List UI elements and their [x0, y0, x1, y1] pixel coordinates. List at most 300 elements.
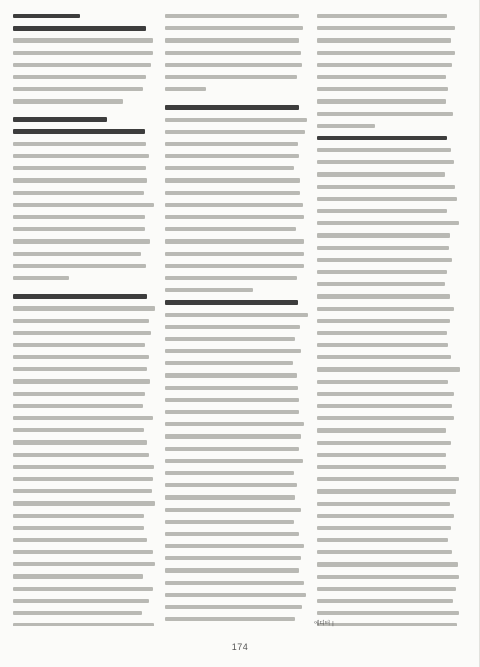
text-bar	[165, 434, 301, 438]
text-line-placeholder	[317, 522, 460, 534]
text-bar	[13, 75, 146, 79]
text-bar	[13, 379, 150, 383]
text-line-placeholder	[13, 388, 156, 400]
text-line-placeholder	[165, 491, 308, 503]
text-bar	[317, 51, 455, 55]
text-bar	[317, 221, 459, 225]
text-line-placeholder	[165, 504, 308, 516]
text-line-placeholder	[165, 455, 308, 467]
text-bar	[13, 440, 147, 444]
text-line-placeholder	[317, 473, 460, 485]
text-bar	[317, 209, 447, 213]
article-column-2	[165, 10, 308, 626]
text-bar	[13, 63, 151, 67]
text-bar	[13, 154, 149, 158]
text-bar	[13, 294, 147, 299]
text-bar	[165, 313, 308, 317]
text-bar	[13, 203, 154, 207]
text-line-placeholder	[13, 375, 156, 387]
page-number: 174	[231, 642, 249, 652]
text-bar	[13, 514, 144, 518]
text-line-placeholder	[165, 10, 308, 22]
text-line-placeholder	[317, 205, 460, 217]
text-bar	[165, 508, 301, 512]
text-bar	[317, 428, 446, 432]
text-bar	[165, 422, 304, 426]
question-line-placeholder	[165, 101, 308, 113]
text-bar	[13, 562, 155, 566]
text-line-placeholder	[165, 613, 308, 625]
text-line-placeholder	[317, 254, 460, 266]
text-line-placeholder	[13, 150, 156, 162]
text-line-placeholder	[165, 601, 308, 613]
text-bar	[165, 14, 299, 18]
text-line-placeholder	[13, 248, 156, 260]
text-bar	[165, 520, 294, 524]
text-line-placeholder	[165, 223, 308, 235]
text-line-placeholder	[317, 498, 460, 510]
text-bar	[317, 148, 451, 152]
text-bar	[317, 502, 450, 506]
text-line-placeholder	[317, 22, 460, 34]
text-bar	[13, 26, 146, 31]
text-bar	[13, 343, 145, 347]
text-line-placeholder	[165, 34, 308, 46]
text-line-placeholder	[165, 138, 308, 150]
text-line-placeholder	[165, 22, 308, 34]
text-line-placeholder	[13, 174, 156, 186]
text-bar	[13, 404, 143, 408]
text-line-placeholder	[165, 479, 308, 491]
text-bar	[317, 258, 452, 262]
text-line-placeholder	[317, 607, 460, 619]
text-line-placeholder	[165, 564, 308, 576]
text-bar	[317, 197, 457, 201]
text-line-placeholder	[13, 71, 156, 83]
text-bar	[165, 325, 300, 329]
editor-credit	[314, 619, 464, 627]
text-bar	[165, 191, 300, 195]
text-bar	[317, 587, 456, 591]
text-bar	[317, 562, 458, 566]
text-line-placeholder	[165, 467, 308, 479]
text-line-placeholder	[13, 34, 156, 46]
text-bar	[317, 392, 454, 396]
text-bar	[165, 556, 301, 560]
text-bar	[317, 282, 445, 286]
text-line-placeholder	[165, 345, 308, 357]
text-bar	[165, 63, 302, 67]
text-line-placeholder	[165, 83, 308, 95]
text-bar	[165, 337, 295, 341]
text-bar	[13, 416, 153, 420]
text-line-placeholder	[165, 150, 308, 162]
text-bar	[165, 532, 299, 536]
text-bar	[317, 550, 452, 554]
text-line-placeholder	[317, 339, 460, 351]
text-line-placeholder	[13, 211, 156, 223]
text-line-placeholder	[13, 497, 156, 509]
text-bar	[317, 75, 446, 79]
text-bar	[317, 453, 446, 457]
text-bar	[165, 349, 301, 353]
text-bar	[13, 331, 151, 335]
text-bar	[13, 599, 149, 603]
text-line-placeholder	[165, 126, 308, 138]
text-line-placeholder	[317, 437, 460, 449]
text-line-placeholder	[13, 83, 156, 95]
text-line-placeholder	[165, 528, 308, 540]
text-line-placeholder	[317, 10, 460, 22]
text-line-placeholder	[317, 583, 460, 595]
text-line-placeholder	[165, 174, 308, 186]
text-line-placeholder	[165, 114, 308, 126]
text-line-placeholder	[317, 278, 460, 290]
text-bar	[165, 87, 206, 91]
text-line-placeholder	[13, 302, 156, 314]
text-line-placeholder	[165, 357, 308, 369]
text-line-placeholder	[317, 363, 460, 375]
text-line-placeholder	[13, 223, 156, 235]
question-line-placeholder	[13, 126, 156, 138]
text-line-placeholder	[165, 309, 308, 321]
text-bar	[165, 386, 298, 390]
text-bar	[317, 355, 451, 359]
text-bar	[13, 526, 144, 530]
text-bar	[13, 227, 145, 231]
text-bar	[317, 404, 452, 408]
text-bar	[13, 38, 153, 42]
text-line-placeholder	[13, 424, 156, 436]
text-bar	[165, 288, 253, 292]
credit-role: 에디터 |	[314, 621, 334, 627]
text-bar	[165, 617, 295, 621]
text-bar	[13, 367, 147, 371]
text-line-placeholder	[13, 449, 156, 461]
text-bar	[165, 203, 303, 207]
text-bar	[165, 410, 299, 414]
text-line-placeholder	[165, 577, 308, 589]
text-bar	[165, 495, 295, 499]
text-line-placeholder	[317, 229, 460, 241]
text-line-placeholder	[317, 595, 460, 607]
text-bar	[317, 477, 459, 481]
text-line-placeholder	[317, 400, 460, 412]
text-line-placeholder	[317, 217, 460, 229]
text-line-placeholder	[165, 235, 308, 247]
text-line-placeholder	[13, 47, 156, 59]
text-bar	[317, 526, 451, 530]
text-bar	[165, 215, 304, 219]
text-line-placeholder	[13, 95, 156, 107]
question-line-placeholder	[13, 10, 156, 22]
text-bar	[317, 538, 448, 542]
text-bar	[13, 252, 141, 256]
text-line-placeholder	[165, 443, 308, 455]
text-bar	[317, 233, 450, 237]
text-line-placeholder	[13, 534, 156, 546]
text-line-placeholder	[165, 540, 308, 552]
text-bar	[165, 166, 294, 170]
text-bar	[13, 489, 152, 493]
text-line-placeholder	[317, 510, 460, 522]
text-line-placeholder	[165, 59, 308, 71]
text-bar	[317, 611, 459, 615]
text-line-placeholder	[165, 418, 308, 430]
text-line-placeholder	[165, 394, 308, 406]
text-bar	[165, 544, 304, 548]
text-bar	[317, 331, 447, 335]
text-bar	[165, 568, 299, 572]
text-bar	[317, 489, 456, 493]
article-column-1	[13, 10, 156, 626]
text-bar	[13, 87, 143, 91]
text-line-placeholder	[165, 47, 308, 59]
text-bar	[317, 185, 455, 189]
text-bar	[165, 264, 304, 268]
text-line-placeholder	[13, 59, 156, 71]
text-line-placeholder	[317, 242, 460, 254]
text-line-placeholder	[317, 327, 460, 339]
text-bar	[165, 581, 304, 585]
text-line-placeholder	[317, 546, 460, 558]
text-bar	[165, 300, 298, 305]
text-line-placeholder	[13, 546, 156, 558]
text-line-placeholder	[165, 187, 308, 199]
text-bar	[13, 611, 142, 615]
text-bar	[13, 276, 69, 280]
text-bar	[13, 178, 147, 182]
text-line-placeholder	[13, 235, 156, 247]
text-bar	[165, 276, 297, 280]
text-bar	[165, 178, 300, 182]
text-bar	[13, 355, 149, 359]
text-line-placeholder	[13, 595, 156, 607]
text-line-placeholder	[13, 199, 156, 211]
text-bar	[317, 160, 454, 164]
text-bar	[13, 117, 107, 122]
text-line-placeholder	[165, 382, 308, 394]
text-line-placeholder	[317, 290, 460, 302]
text-bar	[13, 477, 153, 481]
text-line-placeholder	[317, 424, 460, 436]
text-line-placeholder	[13, 187, 156, 199]
text-line-placeholder	[13, 339, 156, 351]
text-bar	[165, 471, 294, 475]
text-line-placeholder	[317, 266, 460, 278]
text-bar	[317, 63, 452, 67]
text-line-placeholder	[13, 607, 156, 619]
text-line-placeholder	[317, 144, 460, 156]
text-line-placeholder	[13, 400, 156, 412]
text-line-placeholder	[13, 570, 156, 582]
text-line-placeholder	[13, 315, 156, 327]
text-bar	[317, 307, 454, 311]
text-line-placeholder	[317, 59, 460, 71]
text-line-placeholder	[13, 351, 156, 363]
text-bar	[13, 465, 154, 469]
text-line-placeholder	[13, 260, 156, 272]
text-bar	[317, 99, 446, 103]
text-bar	[13, 14, 80, 19]
text-line-placeholder	[317, 303, 460, 315]
text-line-placeholder	[13, 138, 156, 150]
text-bar	[317, 270, 447, 274]
article-columns	[13, 10, 460, 626]
text-line-placeholder	[13, 510, 156, 522]
text-line-placeholder	[13, 522, 156, 534]
text-bar	[165, 239, 304, 243]
text-bar	[317, 380, 448, 384]
text-bar	[165, 142, 298, 146]
text-bar	[317, 124, 375, 128]
text-line-placeholder	[165, 589, 308, 601]
text-line-placeholder	[317, 376, 460, 388]
text-bar	[13, 215, 145, 219]
text-line-placeholder	[317, 534, 460, 546]
text-bar	[317, 465, 446, 469]
text-bar	[13, 319, 149, 323]
text-bar	[13, 538, 147, 542]
text-line-placeholder	[13, 583, 156, 595]
text-bar	[13, 264, 146, 268]
text-bar	[317, 136, 447, 141]
article-column-3	[317, 10, 460, 626]
text-line-placeholder	[165, 369, 308, 381]
text-bar	[13, 51, 153, 55]
text-line-placeholder	[13, 327, 156, 339]
text-bar	[13, 623, 154, 626]
text-line-placeholder	[317, 315, 460, 327]
text-line-placeholder	[317, 412, 460, 424]
text-line-placeholder	[317, 449, 460, 461]
text-line-placeholder	[165, 552, 308, 564]
question-line-placeholder	[165, 296, 308, 308]
text-bar	[317, 172, 445, 176]
text-bar	[13, 392, 145, 396]
text-line-placeholder	[13, 363, 156, 375]
text-bar	[317, 246, 449, 250]
text-bar	[165, 26, 303, 30]
text-bar	[165, 398, 299, 402]
text-line-placeholder	[317, 181, 460, 193]
text-line-placeholder	[317, 168, 460, 180]
text-bar	[317, 575, 459, 579]
text-line-placeholder	[165, 248, 308, 260]
text-bar	[13, 587, 153, 591]
text-bar	[13, 428, 144, 432]
text-bar	[165, 459, 303, 463]
text-bar	[165, 593, 306, 597]
text-bar	[13, 453, 149, 457]
text-line-placeholder	[317, 558, 460, 570]
text-bar	[317, 319, 450, 323]
text-line-placeholder	[165, 406, 308, 418]
text-line-placeholder	[13, 412, 156, 424]
text-line-placeholder	[165, 516, 308, 528]
text-bar	[13, 501, 155, 505]
text-line-placeholder	[13, 461, 156, 473]
text-line-placeholder	[317, 83, 460, 95]
text-bar	[317, 87, 448, 91]
text-bar	[317, 294, 450, 298]
text-line-placeholder	[317, 571, 460, 583]
text-bar	[317, 441, 451, 445]
text-line-placeholder	[165, 211, 308, 223]
text-bar	[165, 38, 299, 42]
text-bar	[317, 416, 454, 420]
text-bar	[165, 483, 297, 487]
text-line-placeholder	[317, 156, 460, 168]
text-line-placeholder	[317, 351, 460, 363]
question-line-placeholder	[13, 114, 156, 126]
text-bar	[317, 367, 460, 371]
text-line-placeholder	[317, 485, 460, 497]
text-bar	[165, 51, 301, 55]
text-bar	[165, 373, 297, 377]
text-bar	[13, 239, 150, 243]
text-line-placeholder	[165, 272, 308, 284]
text-line-placeholder	[317, 388, 460, 400]
text-line-placeholder	[165, 71, 308, 83]
text-bar	[165, 605, 302, 609]
text-bar	[13, 142, 146, 146]
text-bar	[317, 38, 451, 42]
text-bar	[165, 252, 304, 256]
text-line-placeholder	[13, 436, 156, 448]
text-line-placeholder	[317, 120, 460, 132]
text-bar	[317, 343, 448, 347]
text-bar	[13, 306, 155, 310]
text-bar	[165, 447, 299, 451]
text-bar	[13, 99, 123, 103]
text-line-placeholder	[317, 95, 460, 107]
text-line-placeholder	[317, 461, 460, 473]
text-bar	[165, 105, 299, 110]
text-bar	[13, 574, 143, 578]
question-line-placeholder	[13, 290, 156, 302]
question-line-placeholder	[13, 22, 156, 34]
text-line-placeholder	[317, 34, 460, 46]
text-line-placeholder	[165, 199, 308, 211]
text-bar	[317, 112, 453, 116]
text-line-placeholder	[317, 71, 460, 83]
text-bar	[13, 550, 153, 554]
text-line-placeholder	[13, 162, 156, 174]
text-bar	[13, 166, 146, 170]
text-line-placeholder	[165, 260, 308, 272]
text-line-placeholder	[165, 284, 308, 296]
text-bar	[165, 227, 296, 231]
text-line-placeholder	[165, 430, 308, 442]
text-line-placeholder	[165, 333, 308, 345]
text-bar	[165, 130, 305, 134]
text-bar	[165, 361, 293, 365]
text-line-placeholder	[317, 47, 460, 59]
text-bar	[165, 75, 297, 79]
text-bar	[317, 26, 455, 30]
text-bar	[317, 599, 453, 603]
text-line-placeholder	[13, 619, 156, 626]
text-line-placeholder	[13, 272, 156, 284]
text-bar	[317, 514, 454, 518]
text-line-placeholder	[317, 108, 460, 120]
text-bar	[165, 118, 307, 122]
text-line-placeholder	[13, 558, 156, 570]
text-line-placeholder	[317, 193, 460, 205]
text-bar	[165, 154, 299, 158]
text-line-placeholder	[13, 485, 156, 497]
